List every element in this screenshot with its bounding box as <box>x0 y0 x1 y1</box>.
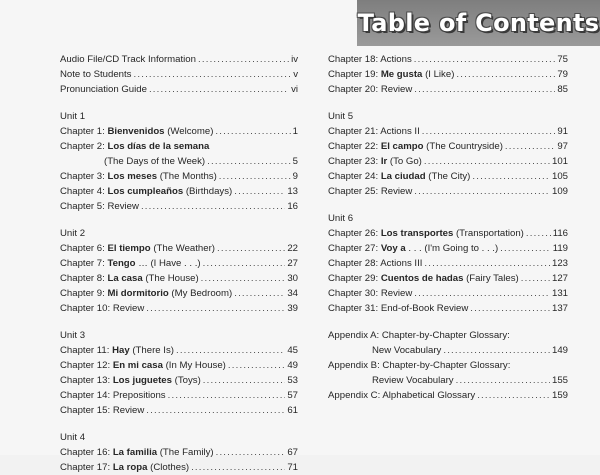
leader-dots <box>217 241 285 256</box>
chapter-english-title: Prepositions <box>112 390 166 401</box>
leader-dots <box>505 139 555 154</box>
page-number: 57 <box>287 390 298 401</box>
chapter-english-title: (My Bedroom) <box>171 288 233 299</box>
page-number: vi <box>291 84 298 95</box>
appendix-entry[interactable] <box>328 328 568 343</box>
spacer <box>328 316 568 328</box>
entry-label <box>60 169 217 184</box>
page-number: 159 <box>551 390 568 401</box>
page-number: 137 <box>551 303 568 314</box>
entry-label <box>60 460 189 475</box>
chapter-spanish-title: Los juguetes <box>112 375 175 386</box>
toc-entry[interactable] <box>328 139 568 154</box>
chapter-english-title: End-of-Book Review <box>380 303 469 314</box>
chapter-number: Chapter 4: <box>60 186 108 197</box>
chapter-english-title: (To Go) <box>389 156 422 167</box>
appendix-label: Appendix B: Chapter-by-Chapter Glossary: <box>328 360 511 371</box>
toc-entry[interactable] <box>60 199 298 214</box>
entry-label <box>328 286 412 301</box>
entry-label <box>328 226 524 241</box>
page-number: 45 <box>287 345 298 356</box>
page-number: 5 <box>292 156 298 167</box>
chapter-spanish-title: Los días de la semana <box>107 141 210 152</box>
toc-entry[interactable] <box>328 124 568 139</box>
toc-entry[interactable] <box>60 139 298 154</box>
page-number: 61 <box>287 405 298 416</box>
page-number: 1 <box>292 126 298 137</box>
chapter-english-title: (I Like) <box>425 69 455 80</box>
chapter-spanish-title: El campo <box>380 141 427 152</box>
page-number: 49 <box>287 360 298 371</box>
page-number: 79 <box>557 69 568 80</box>
page-number: 85 <box>557 84 568 95</box>
page-number: 22 <box>287 243 298 254</box>
page-number: 131 <box>551 288 568 299</box>
toc-entry[interactable] <box>328 154 568 169</box>
toc-entry[interactable] <box>60 286 298 301</box>
toc-entry[interactable] <box>328 256 568 271</box>
page-number: 53 <box>287 375 298 386</box>
toc-entry[interactable] <box>60 256 298 271</box>
appendix-entry-continuation[interactable] <box>328 343 568 358</box>
entry-label <box>328 52 412 67</box>
chapter-english-title: Review <box>112 405 145 416</box>
toc-entry[interactable] <box>328 82 568 97</box>
toc-entry[interactable] <box>60 373 298 388</box>
toc-entry[interactable] <box>60 241 298 256</box>
page-number: v <box>293 69 298 80</box>
leader-dots <box>521 271 550 286</box>
chapter-number: Chapter 11: <box>60 345 113 356</box>
toc-entry[interactable] <box>328 286 568 301</box>
chapter-number: Chapter 16: <box>60 447 113 458</box>
leader-dots <box>219 169 291 184</box>
unit-heading: Unit 3 <box>60 330 86 341</box>
chapter-number: Chapter 22: <box>328 141 381 152</box>
page-number: 105 <box>551 171 568 182</box>
chapter-number: Chapter 8: <box>60 273 108 284</box>
entry-label <box>328 301 468 316</box>
chapter-english-title: (The Family) <box>159 447 214 458</box>
toc-entry[interactable] <box>328 52 568 67</box>
chapter-english-title: (The House) <box>145 273 199 284</box>
chapter-english-title: (Birthdays) <box>185 186 233 197</box>
page-number: 75 <box>557 54 568 65</box>
entry-label <box>328 124 420 139</box>
chapter-english-title: Actions <box>380 54 412 65</box>
chapter-number: Chapter 12: <box>60 360 113 371</box>
toc-entry-continuation[interactable] <box>60 154 298 169</box>
page-number: 109 <box>551 186 568 197</box>
chapter-number: Chapter 5: <box>60 201 108 212</box>
leader-dots <box>526 226 551 241</box>
leader-dots <box>133 67 291 82</box>
toc-entry[interactable] <box>60 445 298 460</box>
unit-heading: Unit 6 <box>328 213 354 224</box>
appendix-label: Appendix A: Chapter-by-Chapter Glossary: <box>328 330 510 341</box>
leader-dots <box>477 388 550 403</box>
chapter-spanish-title: La familia <box>112 447 160 458</box>
chapter-english-title: . . . (I'm Going to . . .) <box>408 243 499 254</box>
toc-entry[interactable] <box>60 67 298 82</box>
entry-label <box>60 271 199 286</box>
chapter-english-title: (Clothes) <box>150 462 190 473</box>
toc-entry[interactable] <box>60 169 298 184</box>
page-number: 155 <box>551 375 568 386</box>
appendix-entry[interactable] <box>328 388 568 403</box>
toc-entry[interactable] <box>328 169 568 184</box>
page-number: 34 <box>287 288 298 299</box>
chapter-english-title: (Welcome) <box>167 126 214 137</box>
chapter-number: Chapter 21: <box>328 126 381 137</box>
leader-dots <box>149 82 289 97</box>
leader-dots <box>470 301 550 316</box>
leader-dots <box>500 241 551 256</box>
page-number: 39 <box>287 303 298 314</box>
chapter-number: Chapter 3: <box>60 171 108 182</box>
page-number: 13 <box>287 186 298 197</box>
entry-label <box>60 241 215 256</box>
entry-label: Note to Students <box>60 69 132 80</box>
chapter-english-title: (The Months) <box>159 171 217 182</box>
page-number: 67 <box>287 447 298 458</box>
entry-label <box>60 388 166 403</box>
chapter-english-title: (Fairy Tales) <box>466 273 519 284</box>
chapter-spanish-title: Voy a <box>380 243 409 254</box>
chapter-english-title: … (I Have . . .) <box>138 258 201 269</box>
chapter-english-title: Actions II <box>380 126 420 137</box>
page-number: 27 <box>287 258 298 269</box>
toc-entry[interactable] <box>60 403 298 418</box>
toc-entry[interactable] <box>60 460 298 475</box>
toc-title: Table of Contents <box>357 9 600 37</box>
entry-label <box>328 67 454 82</box>
leader-dots <box>414 184 550 199</box>
chapter-number: Chapter 9: <box>60 288 108 299</box>
chapter-english-title: Review <box>112 303 145 314</box>
page-number: 119 <box>552 243 568 254</box>
chapter-english-title: (The Countryside) <box>426 141 503 152</box>
leader-dots <box>216 445 286 460</box>
unit-heading: Unit 2 <box>60 228 86 239</box>
chapter-english-title: Review <box>107 201 139 212</box>
chapter-english-title: Actions III <box>380 258 423 269</box>
entry-label <box>328 184 412 199</box>
leader-dots <box>456 67 555 82</box>
chapter-number: Chapter 2: <box>60 141 108 152</box>
chapter-spanish-title: Bienvenidos <box>107 126 168 137</box>
unit-heading: Unit 1 <box>60 111 86 122</box>
toc-entry[interactable] <box>60 184 298 199</box>
entry-label <box>328 154 422 169</box>
page-number: 91 <box>557 126 568 137</box>
leader-dots <box>228 358 285 373</box>
leader-dots <box>146 403 285 418</box>
leader-dots <box>234 286 285 301</box>
leader-dots <box>424 256 550 271</box>
chapter-number: Chapter 19: <box>328 69 381 80</box>
chapter-spanish-title: Ir <box>380 156 390 167</box>
entry-label <box>328 139 503 154</box>
page-number: 9 <box>292 171 298 182</box>
leader-dots <box>414 82 555 97</box>
chapter-english-title: (Transportation) <box>455 228 524 239</box>
leader-dots <box>472 169 550 184</box>
chapter-english-title: (The City) <box>428 171 471 182</box>
entry-label <box>328 169 470 184</box>
entry-label <box>60 445 214 460</box>
entry-label <box>60 124 213 139</box>
chapter-spanish-title: Mi dormitorio <box>107 288 172 299</box>
chapter-spanish-title: En mi casa <box>112 360 166 371</box>
toc-entry[interactable] <box>60 52 298 67</box>
chapter-spanish-title: La casa <box>107 273 146 284</box>
chapter-number: Chapter 6: <box>60 243 108 254</box>
entry-label <box>328 256 422 271</box>
page-number: 101 <box>551 156 568 167</box>
leader-dots <box>207 154 291 169</box>
chapter-number: Chapter 18: <box>328 54 381 65</box>
chapter-number: Chapter 28: <box>328 258 381 269</box>
chapter-number: Chapter 30: <box>328 288 381 299</box>
leader-dots <box>424 154 550 169</box>
leader-dots <box>443 343 550 358</box>
entry-label <box>60 139 209 154</box>
page-number: 97 <box>557 141 568 152</box>
leader-dots <box>141 199 285 214</box>
appendix-entry-continuation[interactable] <box>328 373 568 388</box>
leader-dots <box>191 460 285 475</box>
entry-label <box>60 256 201 271</box>
chapter-spanish-title: Cuentos de hadas <box>380 273 467 284</box>
chapter-number: Chapter 7: <box>60 258 108 269</box>
chapter-number: Chapter 13: <box>60 375 113 386</box>
leader-dots <box>215 124 290 139</box>
toc-entry[interactable] <box>328 271 568 286</box>
chapter-number: Chapter 31: <box>328 303 381 314</box>
chapter-spanish-title: La ciudad <box>380 171 429 182</box>
chapter-number: Chapter 25: <box>328 186 381 197</box>
chapter-number: Chapter 24: <box>328 171 381 182</box>
toc-entry[interactable] <box>60 343 298 358</box>
appendix-entry[interactable] <box>328 358 568 373</box>
appendix-label: Appendix C: Alphabetical Glossary <box>328 390 476 401</box>
toc-entry[interactable] <box>60 388 298 403</box>
leader-dots <box>234 184 285 199</box>
page-number: iv <box>291 54 298 65</box>
page-number: 123 <box>551 258 568 269</box>
chapter-spanish-title: Los cumpleaños <box>107 186 186 197</box>
entry-label <box>60 373 201 388</box>
chapter-english-title: (The Weather) <box>153 243 215 254</box>
leader-dots <box>414 52 556 67</box>
chapter-spanish-title: Me gusta <box>380 69 426 80</box>
chapter-number: Chapter 1: <box>60 126 108 137</box>
toc-right-column <box>328 52 568 403</box>
leader-dots <box>414 286 550 301</box>
chapter-number: Chapter 10: <box>60 303 113 314</box>
entry-label <box>328 241 498 256</box>
chapter-number: Chapter 15: <box>60 405 113 416</box>
toc-entry[interactable] <box>328 241 568 256</box>
entry-label: New Vocabulary <box>372 345 442 356</box>
leader-dots <box>203 373 286 388</box>
toc-entry[interactable] <box>328 184 568 199</box>
page-number: 71 <box>287 462 298 473</box>
leader-dots <box>198 52 289 67</box>
toc-entry[interactable] <box>60 358 298 373</box>
leader-dots <box>146 301 285 316</box>
entry-label: Audio File/CD Track Information <box>60 54 196 65</box>
chapter-spanish-title: Tengo <box>107 258 139 269</box>
chapter-spanish-title: Los meses <box>107 171 160 182</box>
entry-label <box>60 199 139 214</box>
page-number: 116 <box>552 228 568 239</box>
toc-entry[interactable] <box>60 82 298 97</box>
leader-dots <box>422 124 556 139</box>
chapter-english-title: Review <box>380 288 413 299</box>
page-number: 127 <box>551 273 568 284</box>
leader-dots <box>176 343 285 358</box>
page-number: 16 <box>287 201 298 212</box>
chapter-number: Chapter 29: <box>328 273 381 284</box>
chapter-number: Chapter 26: <box>328 228 381 239</box>
unit-heading: Unit 5 <box>328 111 354 122</box>
toc-banner <box>357 0 600 46</box>
chapter-number: Chapter 14: <box>60 390 113 401</box>
chapter-spanish-title: Hay <box>112 345 133 356</box>
chapter-number: Chapter 20: <box>328 84 381 95</box>
entry-label <box>328 82 412 97</box>
toc-entry[interactable] <box>60 271 298 286</box>
entry-label <box>60 343 174 358</box>
entry-label <box>60 184 232 199</box>
toc-entry[interactable] <box>60 124 298 139</box>
chapter-spanish-title: La ropa <box>112 462 151 473</box>
leader-dots <box>203 256 286 271</box>
chapter-english-title: (In My House) <box>165 360 226 371</box>
entry-label: (The Days of the Week) <box>104 156 206 167</box>
leader-dots <box>456 373 550 388</box>
chapter-english-title: Review <box>380 84 413 95</box>
toc-entry[interactable] <box>328 67 568 82</box>
leader-dots <box>201 271 286 286</box>
page-number: 30 <box>287 273 298 284</box>
chapter-english-title: (Toys) <box>174 375 201 386</box>
toc-left-column <box>60 52 298 475</box>
toc-entry[interactable] <box>328 301 568 316</box>
chapter-english-title: Review <box>380 186 413 197</box>
entry-label <box>60 403 144 418</box>
unit-heading: Unit 4 <box>60 432 86 443</box>
chapter-spanish-title: El tiempo <box>107 243 154 254</box>
entry-label: Pronunciation Guide <box>60 84 147 95</box>
entry-label: Review Vocabulary <box>372 375 454 386</box>
entry-label <box>60 358 226 373</box>
leader-dots <box>168 388 286 403</box>
chapter-number: Chapter 27: <box>328 243 381 254</box>
toc-entry[interactable] <box>328 226 568 241</box>
chapter-number: Chapter 23: <box>328 156 381 167</box>
page-number: 149 <box>551 345 568 356</box>
entry-label <box>60 286 232 301</box>
entry-label <box>328 271 519 286</box>
entry-label <box>60 301 144 316</box>
chapter-number: Chapter 17: <box>60 462 113 473</box>
toc-entry[interactable] <box>60 301 298 316</box>
chapter-english-title: (There Is) <box>132 345 174 356</box>
chapter-spanish-title: Los transportes <box>380 228 456 239</box>
